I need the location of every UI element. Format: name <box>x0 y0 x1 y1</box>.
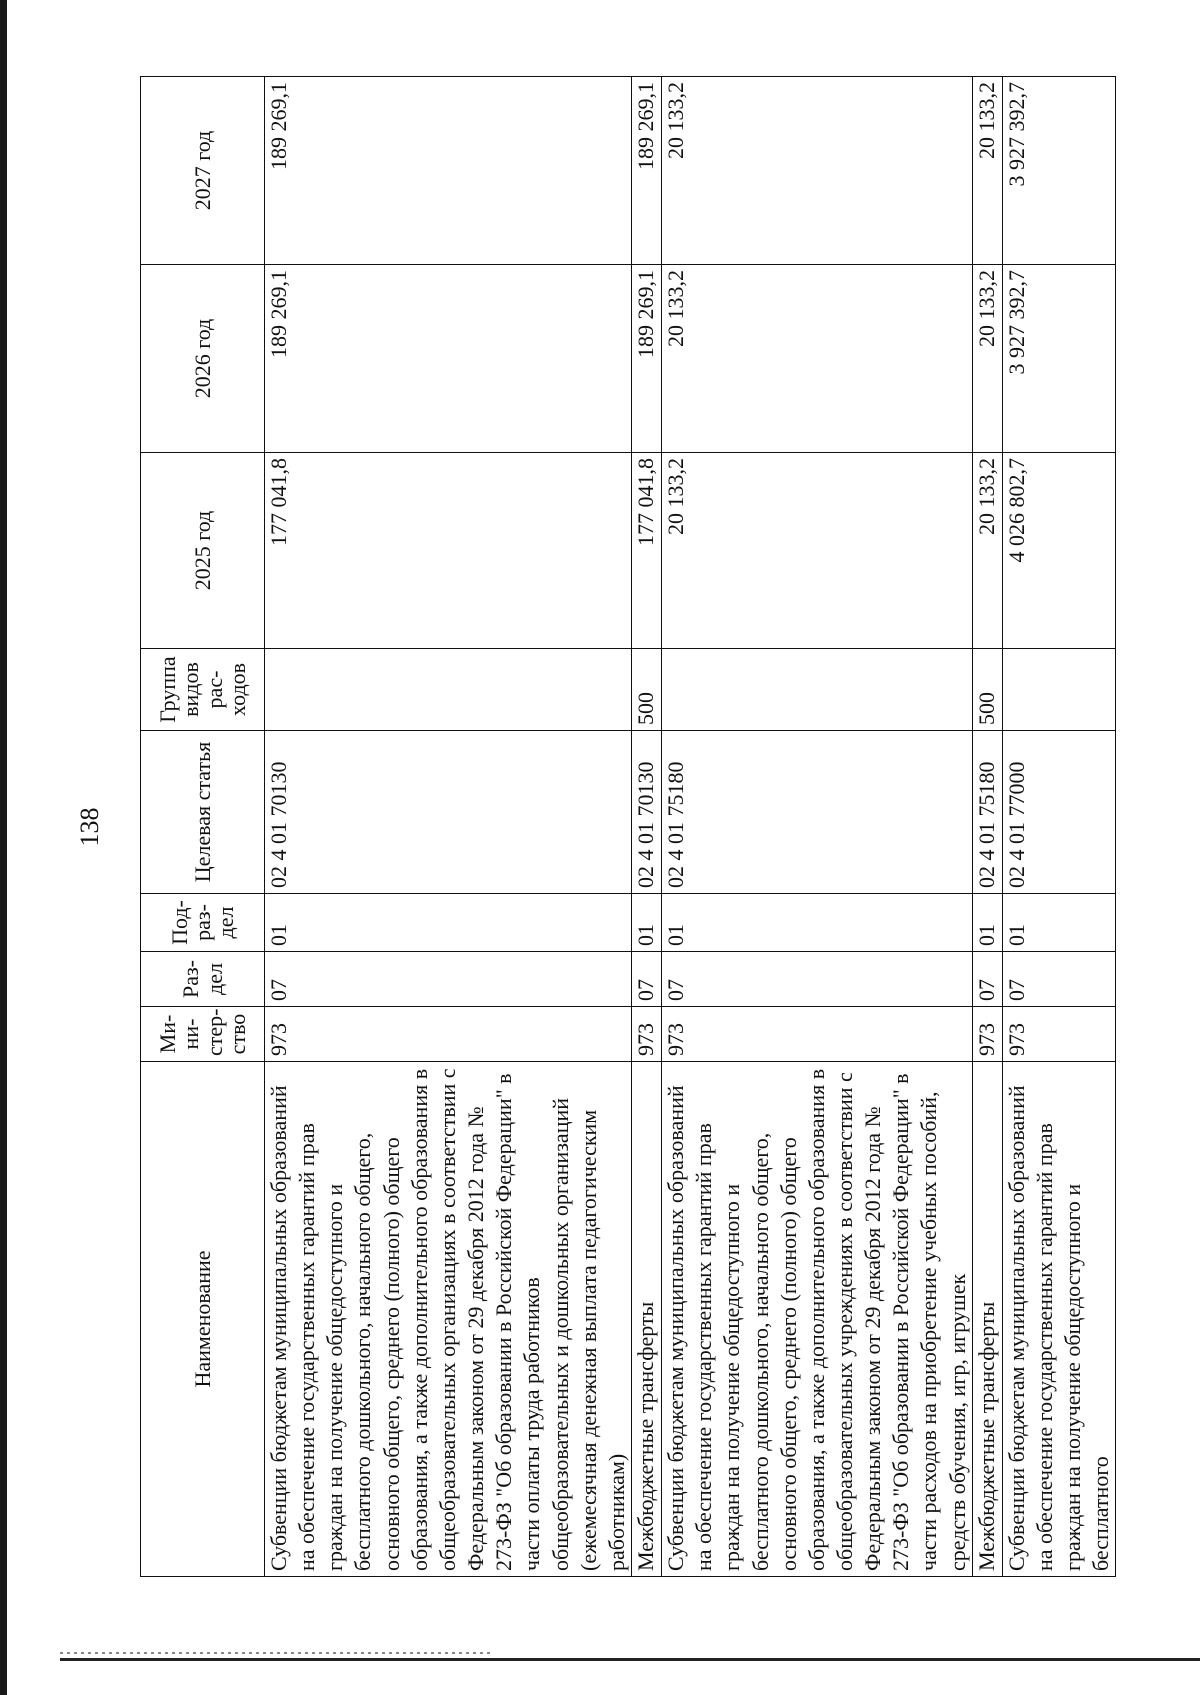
row-2025: 4 026 802,7 <box>1002 453 1116 649</box>
row-section: 07 <box>1002 952 1116 1007</box>
scan-bottom-smudge <box>60 1652 490 1654</box>
row-ministry: 973 <box>662 1007 973 1062</box>
row-2027: 20 133,2 <box>972 77 1002 265</box>
row-target: 02 4 01 70130 <box>265 731 632 894</box>
header-section: Раз-дел <box>141 952 265 1007</box>
row-name: Межбюджетные трансферты <box>632 1062 662 1577</box>
scan-left-edge <box>0 0 7 1695</box>
row-section: 07 <box>265 952 632 1007</box>
row-section: 07 <box>632 952 662 1007</box>
row-ministry: 973 <box>632 1007 662 1062</box>
header-name: Наименование <box>141 1062 265 1577</box>
row-2026: 20 133,2 <box>972 265 1002 453</box>
row-2026: 3 927 392,7 <box>1002 265 1116 453</box>
row-name: Субвенции бюджетам муниципальных образований на обеспечение государственных гарантий прав граждан на получение общедоступного и бесплатного дошкольного, начального общего, основного общего, среднего (полного) общего образования, а также дополнительного образования в общеобразовательных организациях в соответствии с Федеральным законом от 29 декабря 2012 года № 273-ФЗ "Об образовании в Российской Федерации" в части оплаты труда работников общеобразовательных и дошкольных организаций (ежемесячная денежная выплата педагогическим работникам) <box>265 1062 632 1577</box>
row-ministry: 973 <box>265 1007 632 1062</box>
row-target: 02 4 01 75180 <box>662 731 973 894</box>
row-section: 07 <box>972 952 1002 1007</box>
row-section: 07 <box>662 952 973 1007</box>
table-header-row <box>141 77 265 1577</box>
row-name: Субвенции бюджетам муниципальных образований на обеспечение государственных гарантий прав граждан на получение общедоступного и бесплатного дошкольного, начального общего, основного общего, среднего (полного) общего образования, а также дополнительного образования в общеобразовательных учреждениях в соответствии с Федеральным законом от 29 декабря 2012 года № 273-ФЗ "Об образовании в Российской Федерации" в части расходов на приобретение учебных пособий, средств обучения, игр, игрушек <box>662 1062 973 1577</box>
table-row <box>972 77 1002 1577</box>
row-2026: 20 133,2 <box>662 265 973 453</box>
row-2026: 189 269,1 <box>265 265 632 453</box>
table-row <box>632 77 662 1577</box>
header-2025: 2025 год <box>141 453 265 649</box>
row-2027: 189 269,1 <box>632 77 662 265</box>
row-target: 02 4 01 75180 <box>972 731 1002 894</box>
row-subsection: 01 <box>1002 894 1116 952</box>
row-ministry: 973 <box>1002 1007 1116 1062</box>
row-2025: 177 041,8 <box>632 453 662 649</box>
row-2027: 189 269,1 <box>265 77 632 265</box>
row-subsection: 01 <box>972 894 1002 952</box>
page-number: 138 <box>75 807 104 847</box>
row-expense-group <box>265 649 632 731</box>
row-target: 02 4 01 77000 <box>1002 731 1116 894</box>
header-target: Целевая статья <box>141 731 265 894</box>
row-2025: 177 041,8 <box>265 453 632 649</box>
row-name: Субвенции бюджетам муниципальных образований на обеспечение государственных гарантий прав граждан на получение общедоступного и бесплатного <box>1002 1062 1116 1577</box>
header-subsection: Под-раз-дел <box>141 894 265 952</box>
row-ministry: 973 <box>972 1007 1002 1062</box>
header-ministry: Ми-ни-стер-ство <box>141 1007 265 1062</box>
row-target: 02 4 01 70130 <box>632 731 662 894</box>
row-subsection: 01 <box>632 894 662 952</box>
budget-table <box>140 76 1116 1577</box>
row-name: Межбюджетные трансферты <box>972 1062 1002 1577</box>
row-expense-group <box>662 649 973 731</box>
row-2026: 189 269,1 <box>632 265 662 453</box>
header-expense-group: Группа видов рас-ходов <box>141 649 265 731</box>
row-subsection: 01 <box>265 894 632 952</box>
header-2027: 2027 год <box>141 77 265 265</box>
row-expense-group <box>1002 649 1116 731</box>
row-expense-group: 500 <box>632 649 662 731</box>
table-row <box>1002 77 1116 1577</box>
row-2025: 20 133,2 <box>972 453 1002 649</box>
scan-bottom-edge <box>60 1658 1200 1661</box>
row-expense-group: 500 <box>972 649 1002 731</box>
row-2027: 3 927 392,7 <box>1002 77 1116 265</box>
table-row <box>265 77 632 1577</box>
row-2025: 20 133,2 <box>662 453 973 649</box>
row-2027: 20 133,2 <box>662 77 973 265</box>
table-row <box>662 77 973 1577</box>
rotated-page <box>75 77 1114 1577</box>
row-subsection: 01 <box>662 894 973 952</box>
header-2026: 2026 год <box>141 265 265 453</box>
